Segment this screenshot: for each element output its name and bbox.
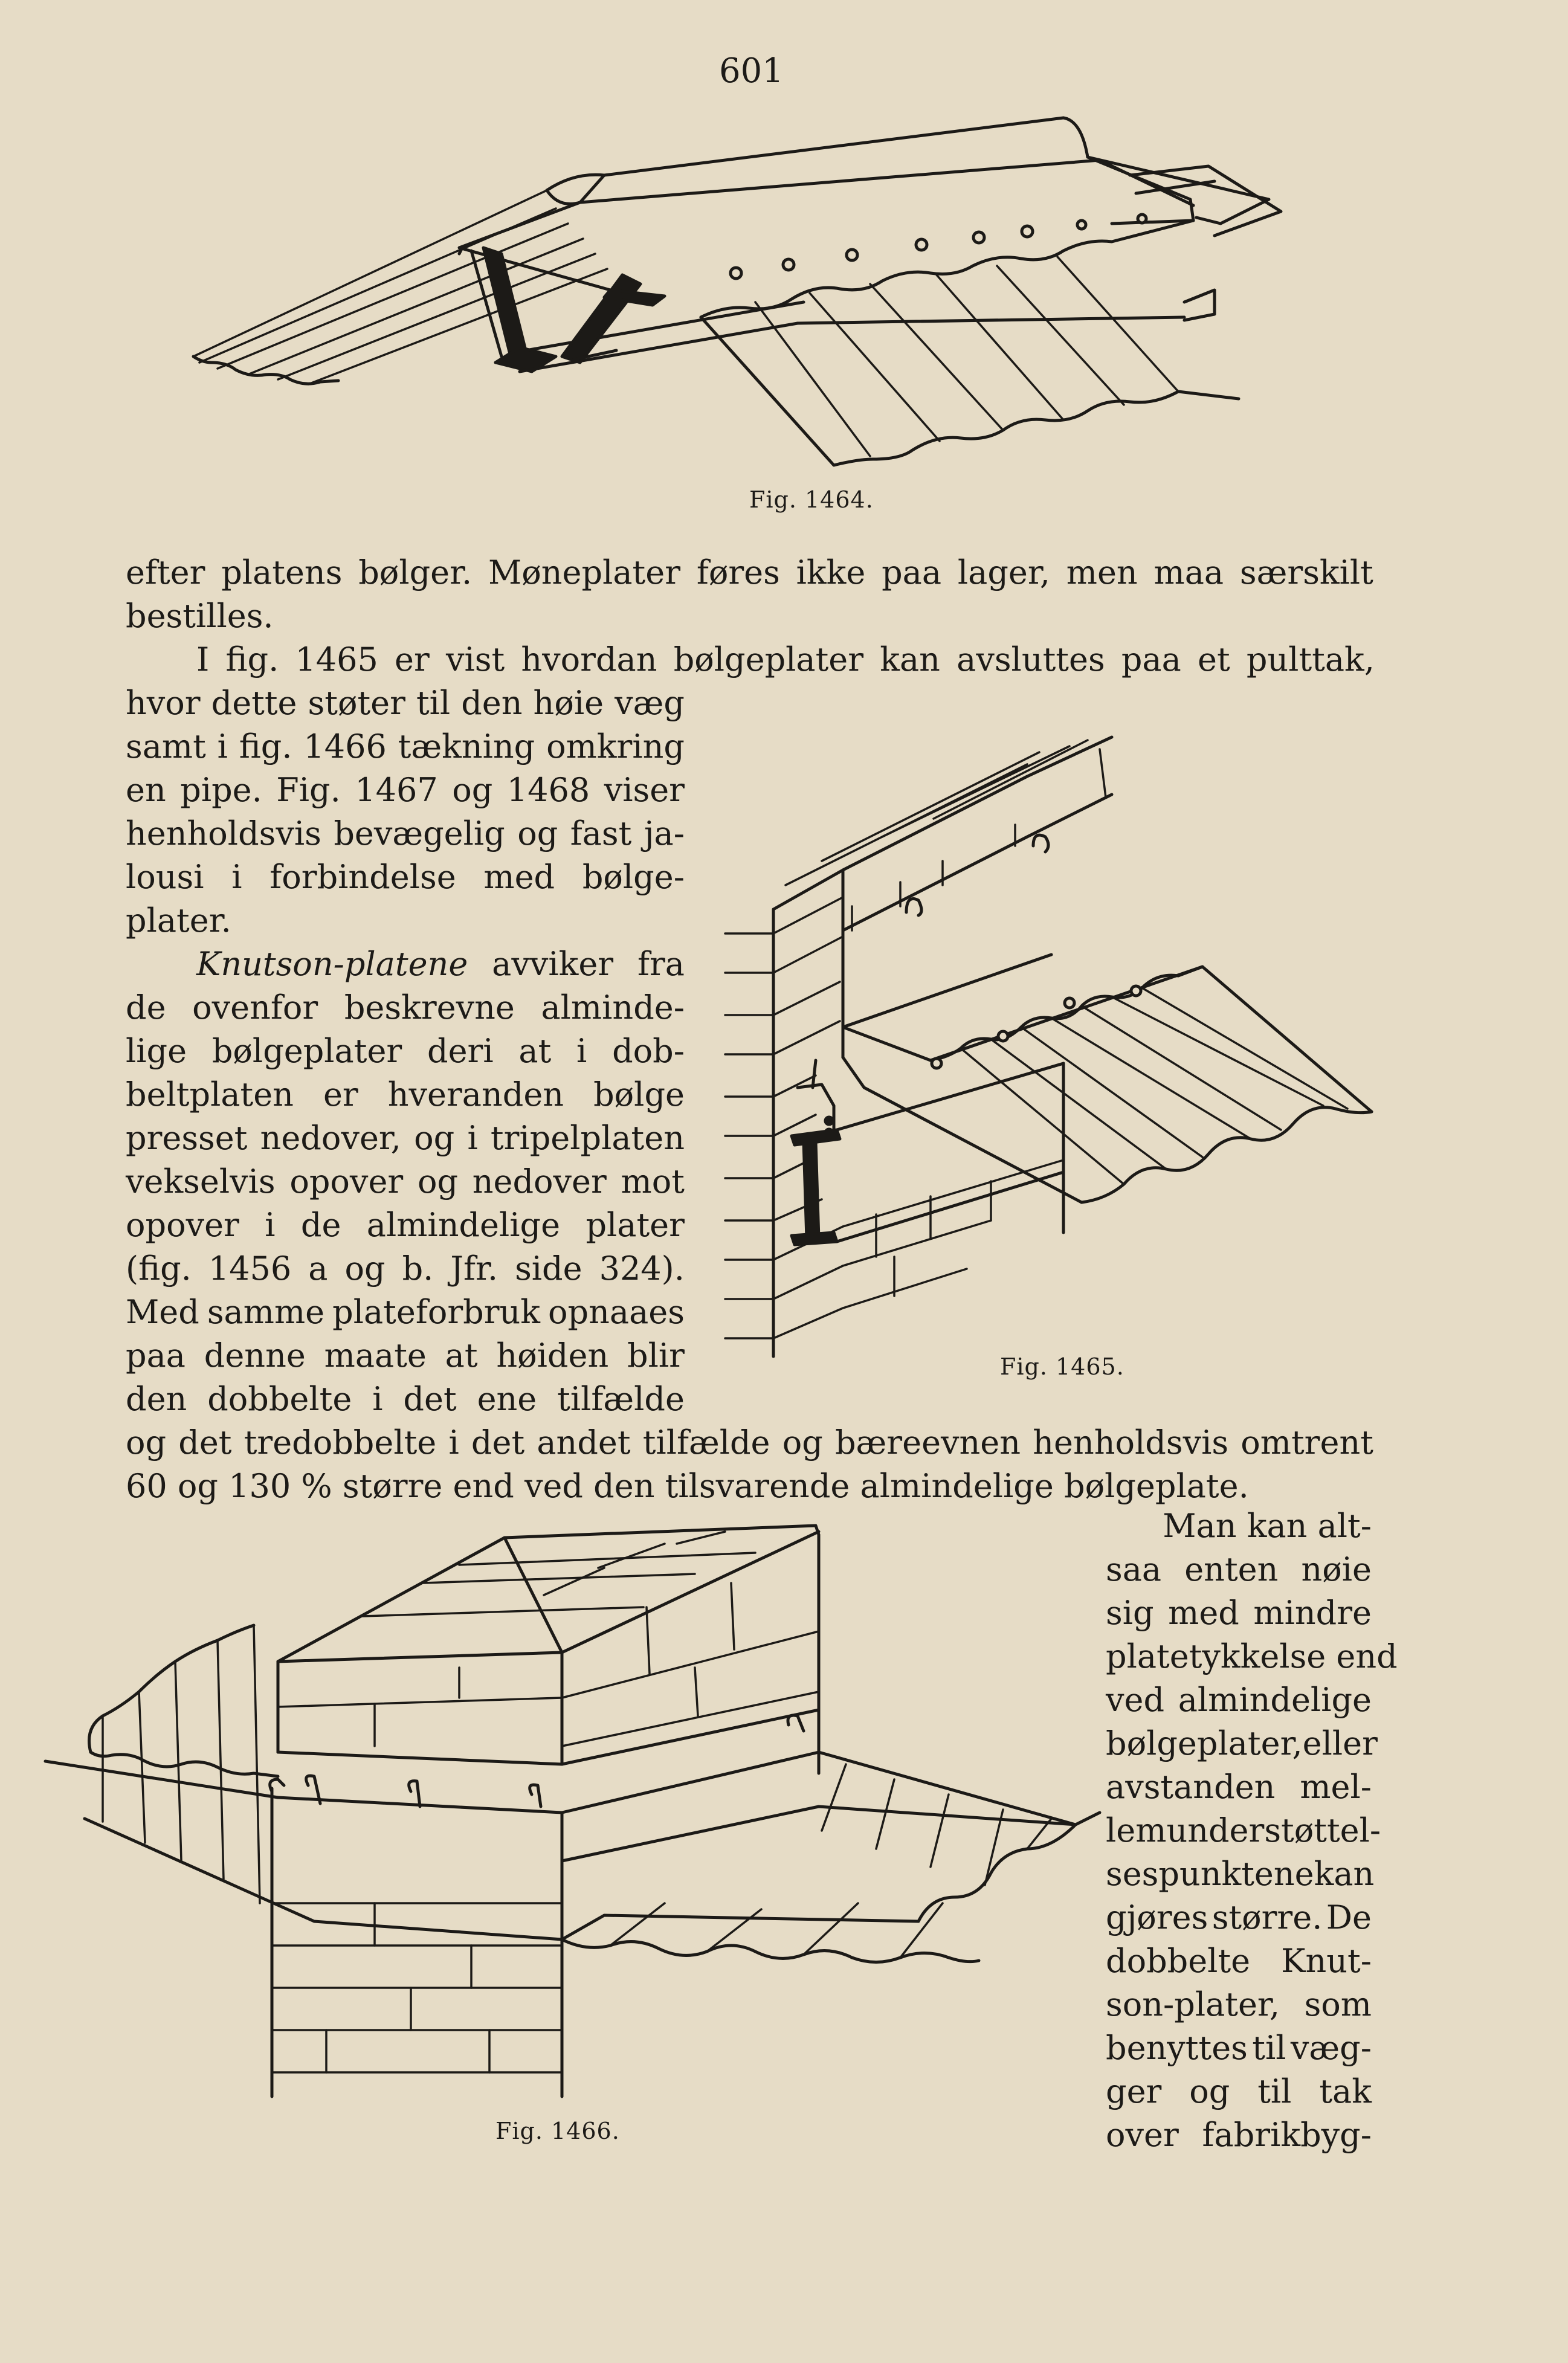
text-line: I fig. 1465 er vist hvordan bølgeplater kan avsluttes paa et pulttak, <box>196 640 1375 679</box>
text-line: paa denne maate at høiden blir <box>126 1336 685 1375</box>
text-line: lem understøttel- <box>1106 1811 1381 1849</box>
text-line: Man kan alt- <box>1163 1507 1372 1545</box>
text-line: ved almindelige <box>1106 1681 1372 1719</box>
text-line: Knutson-platene avviker fra <box>196 945 685 983</box>
text-line: Med samme plateforbruk opnaaes <box>126 1293 685 1331</box>
text-line: lousi i forbindelse med bølge- <box>126 858 685 896</box>
text-line: platetykkelse end <box>1106 1637 1398 1675</box>
text-line: den dobbelte i det ene tilfælde <box>126 1380 685 1418</box>
text-line: lige bølgeplater deri at i dob- <box>126 1032 685 1070</box>
text-line: avstanden mel- <box>1106 1768 1372 1806</box>
text-line: benyttes til væg- <box>1106 2029 1372 2067</box>
text-line: saa enten nøie <box>1106 1550 1372 1588</box>
text-line: vekselvis opover og nedover mot <box>126 1162 685 1201</box>
text-line: sespunktene kan <box>1106 1855 1375 1893</box>
text-line: hvor dette støter til den høie væg <box>126 684 685 722</box>
text-line: dobbelte Knut- <box>1106 1942 1372 1980</box>
text-line: bølgeplater, eller <box>1106 1724 1378 1762</box>
text-line: gjøres større. De <box>1106 1898 1372 1936</box>
text-line: samt i fig. 1466 tækning omkring <box>126 727 685 766</box>
text-line: presset nedover, og i tripelplaten <box>126 1119 685 1157</box>
text-line: over fabrikbyg- <box>1106 2116 1372 2154</box>
text-line: henholdsvis bevægelig og fast ja- <box>126 814 685 853</box>
fig-1466-caption: Fig. 1466. <box>495 2118 620 2144</box>
text-line: efter platens bølger. Møneplater føres ikke paa lager, men maa særskilt <box>126 553 1373 592</box>
page-number: 601 <box>719 51 784 91</box>
fig-1465-caption: Fig. 1465. <box>1000 1353 1124 1380</box>
text-line: (fig. 1456 a og b. Jfr. side 324). <box>126 1249 685 1288</box>
text-line: og det tredobbelte i det andet tilfælde og bæreevnen henholdsvis omtrent <box>126 1423 1373 1462</box>
text-line: son-plater, som <box>1106 1985 1372 2023</box>
text-line: opover i de almindelige plater <box>126 1206 685 1244</box>
text-line: en pipe. Fig. 1467 og 1468 viser <box>126 771 685 809</box>
text-line: bestilles. <box>126 597 274 635</box>
text-line: 60 og 130 % større end ved den tilsvarende almindelige bølgeplate. <box>126 1467 1249 1505</box>
text-line: beltplaten er hveranden bølge <box>126 1075 685 1114</box>
text-line: de ovenfor beskrevne alminde- <box>126 988 685 1027</box>
fig-1464-caption: Fig. 1464. <box>749 486 874 513</box>
text-line: ger og til tak <box>1106 2072 1372 2110</box>
text-line: plater. <box>126 901 231 940</box>
text-line: sig med mindre <box>1106 1594 1372 1632</box>
